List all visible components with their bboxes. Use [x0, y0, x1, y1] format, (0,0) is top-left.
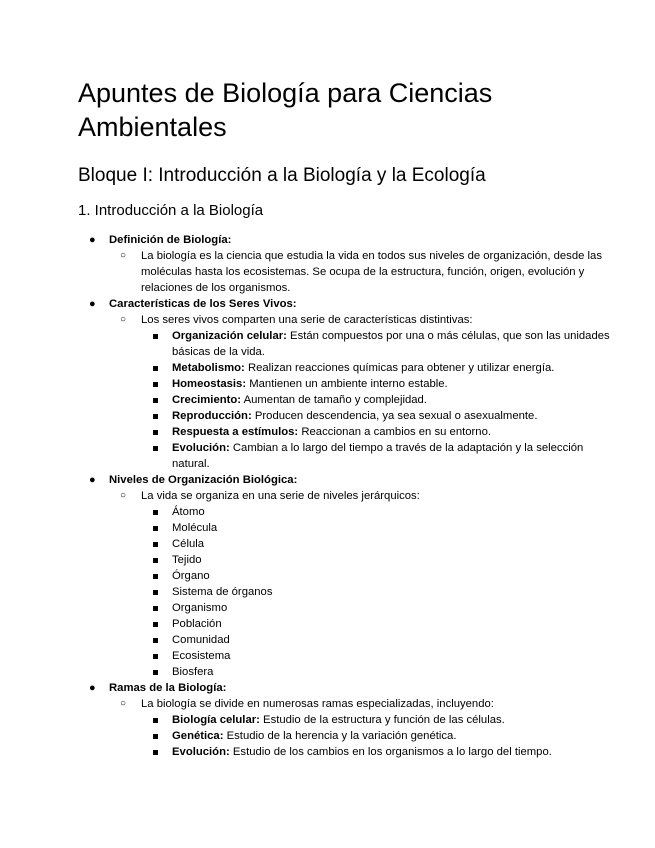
- square-bullet-icon: [153, 734, 158, 739]
- caracteristicas-label: Características de los Seres Vivos:: [109, 298, 297, 310]
- item-text: Biosfera: [172, 666, 214, 678]
- item-text: Tejido: [172, 554, 202, 566]
- caracteristicas-items: [141, 328, 615, 472]
- item-desc: Están compuestos por una o más células, que son las unidades básicas de la vida.: [172, 330, 610, 358]
- square-bullet-icon: [153, 334, 158, 339]
- item-text: Átomo: [172, 506, 205, 518]
- niveles-label: Niveles de Organización Biológica:: [109, 474, 298, 486]
- item-term: Respuesta a estímulos:: [172, 426, 299, 438]
- list-item: [141, 376, 615, 392]
- caracteristicas-sublist: [109, 312, 615, 472]
- section-heading: 1. Introducción a la Biología: [78, 202, 264, 219]
- list-item-niveles: [78, 472, 615, 680]
- list-item-caracteristicas: [78, 296, 615, 472]
- list-item: [141, 616, 615, 632]
- item-desc: Realizan reacciones químicas para obtener y utilizar energía.: [247, 362, 555, 374]
- niveles-intro-item: [109, 488, 615, 680]
- square-bullet-icon: [153, 590, 158, 595]
- list-item: [141, 392, 615, 408]
- square-bullet-icon: [153, 638, 158, 643]
- list-item: [141, 648, 615, 664]
- ramas-sublist: [109, 696, 615, 760]
- list-item: [141, 632, 615, 648]
- list-item: [141, 600, 615, 616]
- square-bullet-icon: [153, 750, 158, 755]
- list-item: [141, 536, 615, 552]
- square-bullet-icon: [153, 526, 158, 531]
- list-item: [141, 568, 615, 584]
- item-term: Genética:: [172, 730, 224, 742]
- item-term: Homeostasis:: [172, 378, 247, 390]
- ramas-intro-item: [109, 696, 615, 760]
- list-item: [141, 440, 615, 472]
- list-item: [141, 424, 615, 440]
- caracteristicas-intro: Los seres vivos comparten una serie de características distintivas:: [141, 314, 473, 326]
- list-item: [141, 712, 615, 728]
- item-term: Crecimiento:: [172, 394, 242, 406]
- item-desc: Estudio de la herencia y la variación genética.: [226, 730, 457, 742]
- square-bullet-icon: [153, 382, 158, 387]
- list-item: [141, 520, 615, 536]
- list-item-definicion: [78, 232, 615, 296]
- ramas-label: Ramas de la Biología:: [109, 682, 227, 694]
- item-desc: Mantienen un ambiente interno estable.: [249, 378, 448, 390]
- niveles-sublist: [109, 488, 615, 680]
- list-item: [141, 328, 615, 360]
- item-text: Ecosistema: [172, 650, 231, 662]
- circle-bullet-icon: ○: [120, 698, 127, 709]
- item-text: Población: [172, 618, 222, 630]
- bullet-icon: ●: [89, 298, 96, 310]
- bullet-icon: ●: [89, 682, 96, 694]
- item-text: Sistema de órganos: [172, 586, 273, 598]
- definicion-label: Definición de Biología:: [109, 234, 232, 246]
- item-term: Biología celular:: [172, 714, 260, 726]
- square-bullet-icon: [153, 558, 158, 563]
- list-item: [141, 552, 615, 568]
- square-bullet-icon: [153, 574, 158, 579]
- item-text: Órgano: [172, 570, 210, 582]
- item-term: Organización celular:: [172, 330, 287, 342]
- bullet-icon: ●: [89, 234, 96, 246]
- definicion-sublist: [109, 248, 615, 296]
- main-bullet-list: [78, 232, 615, 760]
- list-item: [141, 504, 615, 520]
- ramas-items: [141, 712, 615, 760]
- item-term: Metabolismo:: [172, 362, 245, 374]
- item-text: Molécula: [172, 522, 218, 534]
- item-text: Célula: [172, 538, 205, 550]
- item-desc: Producen descendencia, ya sea sexual o asexualmente.: [254, 410, 538, 422]
- item-desc: Reaccionan a cambios en su entorno.: [301, 426, 491, 438]
- item-text: Organismo: [172, 602, 228, 614]
- square-bullet-icon: [153, 542, 158, 547]
- list-item-ramas: [78, 680, 615, 760]
- circle-bullet-icon: ○: [120, 250, 127, 261]
- square-bullet-icon: [153, 606, 158, 611]
- list-item: [141, 360, 615, 376]
- list-item: [141, 408, 615, 424]
- list-item: [141, 584, 615, 600]
- niveles-items: [141, 504, 615, 680]
- item-desc: Estudio de la estructura y función de las células.: [263, 714, 505, 726]
- square-bullet-icon: [153, 366, 158, 371]
- caracteristicas-intro-item: [109, 312, 615, 472]
- square-bullet-icon: [153, 654, 158, 659]
- item-desc: Aumentan de tamaño y complejidad.: [243, 394, 427, 406]
- square-bullet-icon: [153, 622, 158, 627]
- item-desc: Cambian a lo largo del tiempo a través de la adaptación y la selección natural.: [172, 442, 584, 470]
- definicion-text-item: [109, 248, 615, 296]
- bullet-icon: ●: [89, 474, 96, 486]
- list-item: [141, 744, 615, 760]
- document-title: Apuntes de Biología para Ciencias Ambientales: [78, 78, 493, 142]
- definicion-text: La biología es la ciencia que estudia la vida en todos sus niveles de organización, desde las moléculas hasta los ecosistemas. Se ocupa de la estructura, función, origen, evolución y relaciones de los organismos.: [141, 250, 602, 294]
- circle-bullet-icon: ○: [120, 490, 127, 501]
- square-bullet-icon: [153, 446, 158, 451]
- square-bullet-icon: [153, 414, 158, 419]
- square-bullet-icon: [153, 398, 158, 403]
- niveles-intro: La vida se organiza en una serie de niveles jerárquicos:: [141, 490, 420, 502]
- item-term: Evolución:: [172, 746, 230, 758]
- list-item: [141, 728, 615, 744]
- item-term: Reproducción:: [172, 410, 252, 422]
- square-bullet-icon: [153, 430, 158, 435]
- list-item: [141, 664, 615, 680]
- item-desc: Estudio de los cambios en los organismos a lo largo del tiempo.: [232, 746, 552, 758]
- square-bullet-icon: [153, 670, 158, 675]
- circle-bullet-icon: ○: [120, 314, 127, 325]
- item-text: Comunidad: [172, 634, 230, 646]
- ramas-intro: La biología se divide en numerosas ramas especializadas, incluyendo:: [141, 698, 494, 710]
- square-bullet-icon: [153, 718, 158, 723]
- square-bullet-icon: [153, 510, 158, 515]
- block-heading: Bloque I: Introducción a la Biología y la Ecología: [78, 165, 486, 186]
- item-term: Evolución:: [172, 442, 230, 454]
